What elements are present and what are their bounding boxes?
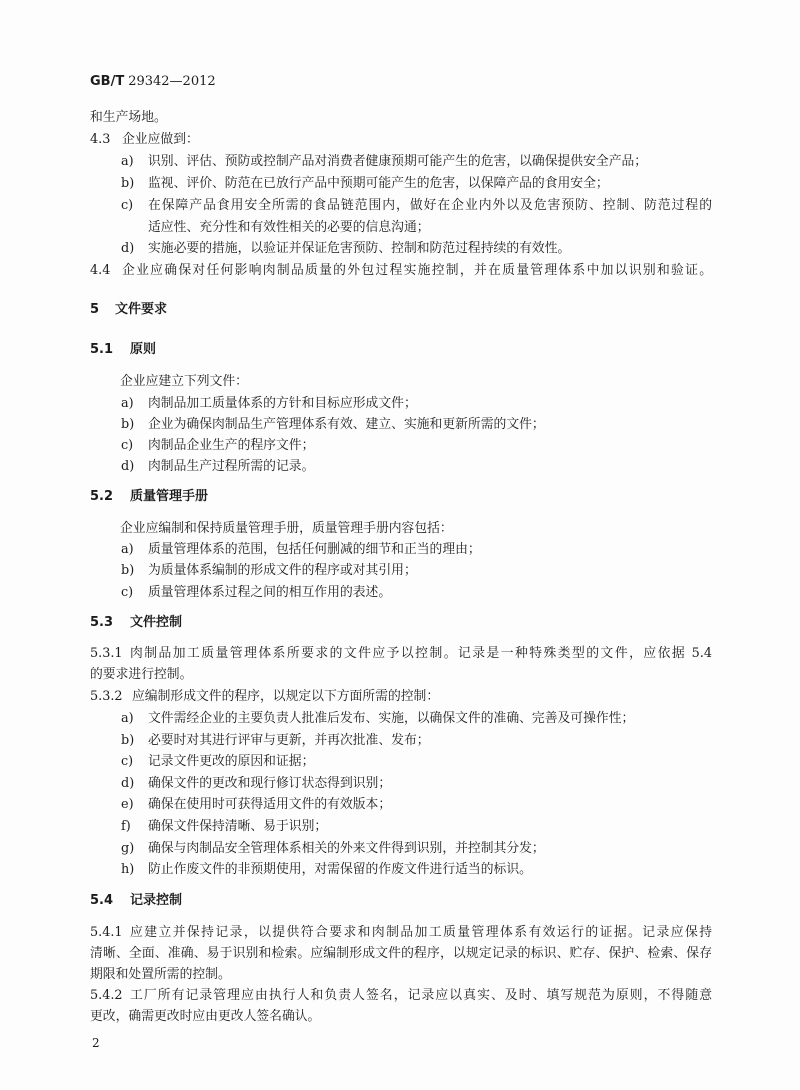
section-number: 5.3 (90, 615, 114, 630)
list-text: 质量管理体系的范围，包括任何删减的细节和正当的理由； (148, 542, 481, 557)
section-heading (90, 340, 156, 360)
list-item (121, 152, 647, 172)
section-number: 5.4 (90, 893, 114, 908)
list-label: c) (121, 754, 134, 769)
list-item (121, 795, 391, 815)
clause-text-continuation: 的要求进行控制。 (90, 667, 193, 682)
section-number: 5.1 (90, 342, 114, 357)
clause-text-continuation (90, 944, 712, 964)
clause-4-4 (90, 261, 712, 281)
list-text: 确保在使用时可获得适用文件的有效版本； (148, 797, 392, 812)
list-text: 质量管理体系过程之间的相互作用的表述。 (148, 585, 392, 600)
list-text: 监视、评价、防范在已放行产品中预期可能产生的危害，以保障产品的食用安全； (148, 176, 609, 191)
list-text: 识别、评估、预防或控制产品对消费者健康预期可能产生的危害，以确保提供安全产品； (148, 154, 648, 169)
list-text: 为质量体系编制的形成文件的程序或对其引用； (148, 563, 417, 578)
list-label: f) (121, 819, 131, 834)
list-item (121, 196, 712, 216)
clause-5-3-1 (90, 644, 712, 664)
list-item (121, 731, 430, 751)
list-text: 确保与肉制品安全管理体系相关的外来文件得到识别，并控制其分发； (148, 841, 545, 856)
clause-5-3-2 (90, 687, 439, 707)
list-text: 肉制品加工质量体系的方针和目标应形成文件； (148, 396, 417, 411)
list-label: b) (121, 733, 135, 748)
section-title: 记录控制 (130, 893, 183, 908)
list-item (121, 174, 609, 194)
clause-number: 5.4.2 (90, 988, 123, 1003)
list-label: a) (121, 396, 134, 411)
list-text: 确保文件保持清晰、易于识别； (148, 819, 328, 834)
clause-text-continuation: 更改，确需更改时应由更改人签名确认。 (90, 1009, 321, 1024)
list-label: a) (121, 711, 134, 726)
list-text: 肉制品企业生产的程序文件； (148, 438, 315, 453)
list-item (121, 239, 570, 259)
section-heading (90, 891, 182, 911)
section-intro: 企业应建立下列文件： (120, 374, 248, 389)
list-text: 肉制品生产过程所需的记录。 (148, 459, 315, 474)
carryover-text: 和生产场地。 (90, 110, 167, 125)
section-heading (90, 613, 182, 633)
clause-number: 4.3 (90, 132, 111, 147)
clause-text: 清晰、全面、准确、易于识别和检索。应编制形成文件的程序，以规定记录的标识、贮存、保护、检索、保存 (90, 946, 712, 961)
list-item (121, 457, 314, 477)
list-text: 企业为确保肉制品生产管理体系有效、建立、实施和更新所需的文件； (148, 417, 545, 432)
list-label: b) (121, 563, 135, 578)
list-label: b) (121, 176, 135, 191)
clause-4-3 (90, 130, 199, 150)
clause-text: 肉制品加工质量管理体系所要求的文件应予以控制。记录是一种特殊类型的文件，应依据 5.4 (130, 646, 712, 661)
list-text: 防止作废文件的非预期使用，对需保留的作废文件进行适当的标识。 (148, 862, 532, 877)
list-item (121, 540, 481, 560)
section-number: 5.2 (90, 489, 114, 504)
list-item (121, 839, 545, 859)
clause-5-4-2 (90, 986, 712, 1006)
standard-number: 29342—2012 (128, 74, 216, 89)
list-label: a) (121, 542, 134, 557)
list-item (121, 394, 417, 414)
list-item (121, 436, 314, 456)
list-item (121, 817, 327, 837)
chapter-heading (90, 300, 167, 320)
clause-text: 企业应确保对任何影响肉制品质量的外包过程实施控制，并在质量管理体系中加以识别和验证。 (122, 263, 712, 278)
standard-header (90, 72, 216, 92)
list-item (121, 860, 532, 880)
section-title: 质量管理手册 (130, 489, 209, 504)
list-item (121, 415, 545, 435)
clause-text: 应编制形成文件的程序，以规定以下方面所需的控制： (132, 689, 440, 704)
list-text: 在保障产品食用安全所需的食品链范围内，做好在企业内外以及危害预防、控制、防范过程的 (148, 198, 712, 213)
list-text: 确保文件的更改和现行修订状态得到识别； (148, 776, 392, 791)
list-text-continuation: 适应性、充分性和有效性相关的必要的信息沟通； (148, 220, 430, 235)
clause-5-4-1 (90, 923, 712, 943)
clause-text: 应建立并保持记录，以提供符合要求和肉制品加工质量管理体系有效运行的证据。记录应保持 (130, 925, 712, 940)
list-label: h) (121, 862, 135, 877)
list-label: b) (121, 417, 135, 432)
chapter-title: 文件要求 (115, 302, 168, 317)
page-number: 2 (92, 1036, 100, 1050)
list-item (121, 709, 634, 729)
list-item (121, 774, 391, 794)
list-label: e) (121, 797, 134, 812)
list-label: d) (121, 241, 135, 256)
standard-prefix: GB/T (90, 74, 125, 89)
list-label: g) (121, 841, 135, 856)
clause-text: 工厂所有记录管理应由执行人和负责人签名，记录应以真实、及时、填写规范为原则，不得随意 (130, 988, 712, 1003)
list-label: c) (121, 438, 134, 453)
list-label: c) (121, 198, 134, 213)
clause-text-continuation: 期限和处置所需的控制。 (90, 967, 231, 982)
clause-number: 5.4.1 (90, 925, 123, 940)
list-label: d) (121, 776, 135, 791)
section-heading (90, 487, 208, 507)
list-label: c) (121, 585, 134, 600)
list-item (121, 561, 417, 581)
section-intro: 企业应编制和保持质量管理手册，质量管理手册内容包括： (120, 521, 453, 536)
list-text: 文件需经企业的主要负责人批准后发布、实施，以确保文件的准确、完善及可操作性； (148, 711, 635, 726)
chapter-number: 5 (90, 302, 100, 317)
list-item (121, 752, 314, 772)
list-text: 记录文件更改的原因和证据； (148, 754, 315, 769)
clause-number: 5.3.2 (90, 689, 123, 704)
section-title: 文件控制 (130, 615, 183, 630)
clause-number: 5.3.1 (90, 646, 123, 661)
list-item (121, 583, 391, 603)
clause-number: 4.4 (90, 263, 111, 278)
clause-text: 企业应做到： (122, 132, 199, 147)
list-text: 必要时对其进行评审与更新，并再次批准、发布； (148, 733, 430, 748)
list-text: 实施必要的措施，以验证并保证危害预防、控制和防范过程持续的有效性。 (148, 241, 571, 256)
list-label: d) (121, 459, 135, 474)
section-title: 原则 (130, 342, 157, 357)
list-label: a) (121, 154, 134, 169)
